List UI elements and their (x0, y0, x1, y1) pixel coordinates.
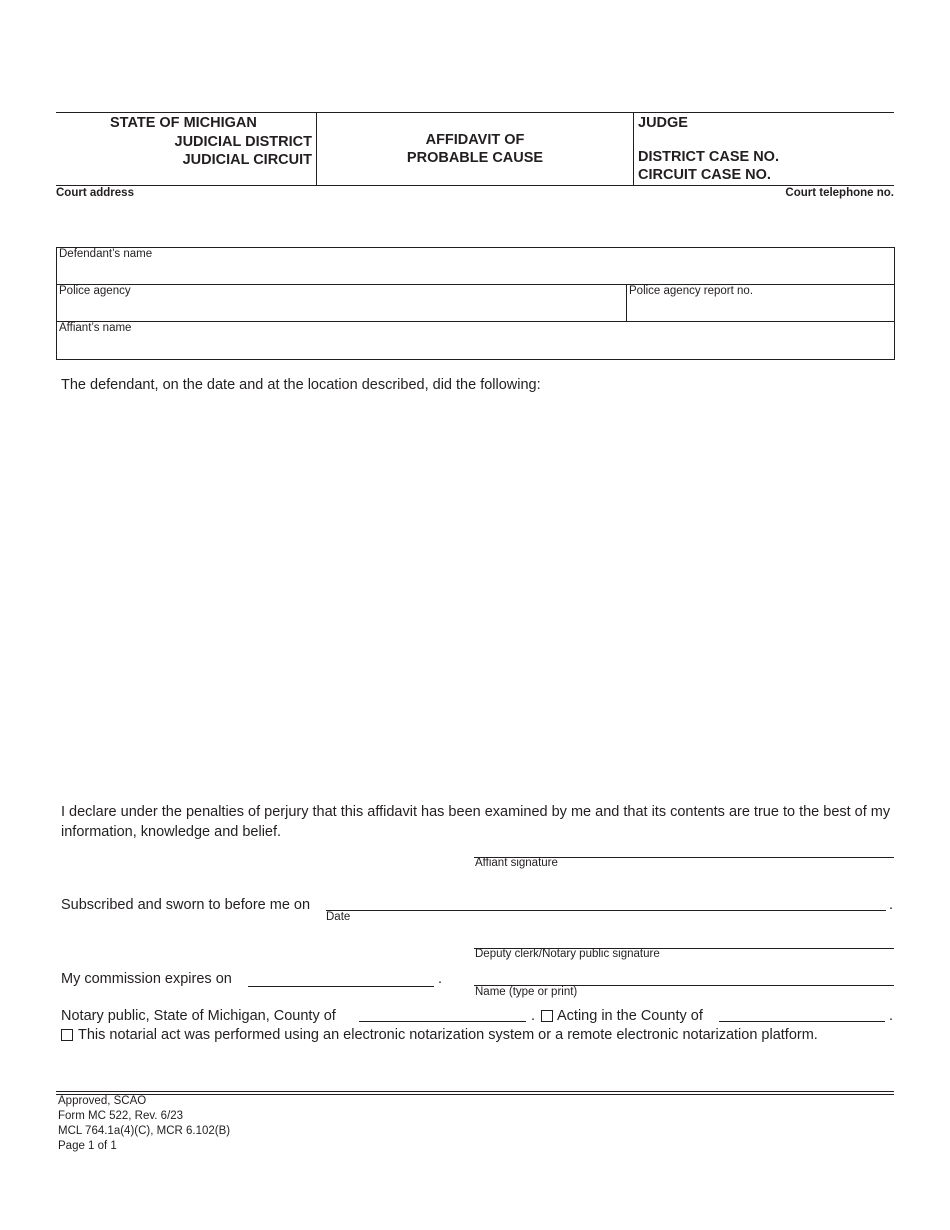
notary-county-period: . (531, 1008, 536, 1024)
acting-county-line[interactable] (719, 1021, 885, 1022)
subscribed-text: Subscribed and sworn to before me on (61, 897, 311, 913)
circuit-case-label: CIRCUIT CASE NO. (638, 167, 771, 183)
state-label: STATE OF MICHIGAN (110, 115, 257, 131)
approved-text: Approved, SCAO (58, 1095, 147, 1107)
acting-county-text: Acting in the County of (557, 1008, 703, 1024)
affiant-name-field[interactable] (56, 321, 895, 360)
defendant-name-field[interactable] (56, 247, 895, 285)
acting-county-period: . (889, 1008, 894, 1024)
date-label: Date (326, 911, 351, 923)
commission-date-line[interactable] (248, 986, 434, 987)
statement-text: The defendant, on the date and at the location described, did the following: (61, 377, 541, 393)
police-report-label: Police agency report no. (629, 285, 754, 297)
police-agency-field[interactable] (56, 284, 627, 322)
notary-county-line[interactable] (359, 1021, 526, 1022)
judicial-district-label: JUDICIAL DISTRICT (174, 134, 312, 150)
electronic-notarization-text: This notarial act was performed using an electronic notarization system or a remote electronic notarization platform. (78, 1027, 818, 1043)
police-agency-label: Police agency (59, 285, 131, 297)
electronic-notarization-checkbox[interactable] (61, 1029, 73, 1041)
district-case-label: DISTRICT CASE NO. (638, 149, 779, 165)
notary-county-text: Notary public, State of Michigan, County of (61, 1008, 336, 1024)
description-area[interactable] (56, 400, 894, 790)
acting-county-checkbox[interactable] (541, 1010, 553, 1022)
commission-period: . (438, 971, 443, 987)
affiant-signature-label: Affiant signature (475, 857, 558, 869)
name-label: Name (type or print) (475, 986, 578, 998)
affiant-name-label: Affiant’s name (59, 322, 132, 334)
sworn-period: . (889, 897, 894, 913)
footer-rule-bottom (56, 1094, 894, 1095)
form-title-line1: AFFIDAVIT OF (425, 132, 525, 148)
police-report-field[interactable] (626, 284, 895, 322)
header-top-rule (56, 112, 894, 113)
mcl-reference-text: MCL 764.1a(4)(C), MCR 6.102(B) (58, 1125, 231, 1137)
judge-label: JUDGE (638, 115, 688, 131)
court-telephone-label: Court telephone no. (785, 187, 894, 199)
defendant-name-label: Defendant’s name (59, 248, 153, 260)
form-number-text: Form MC 522, Rev. 6/23 (58, 1110, 184, 1122)
sworn-date-line[interactable] (326, 910, 886, 911)
footer-rule-top (56, 1091, 894, 1092)
deputy-signature-label: Deputy clerk/Notary public signature (475, 948, 660, 960)
page-number-text: Page 1 of 1 (58, 1140, 117, 1152)
commission-text: My commission expires on (61, 971, 232, 987)
form-title-line2: PROBABLE CAUSE (406, 150, 544, 166)
court-address-label: Court address (56, 187, 134, 199)
header-divider-right (633, 112, 634, 185)
header-bottom-rule (56, 185, 894, 186)
judicial-circuit-label: JUDICIAL CIRCUIT (182, 152, 312, 168)
declaration-text: I declare under the penalties of perjury that this affidavit has been examined by me and that its contents are true to the best of my information, knowledge and belief. (61, 804, 891, 840)
